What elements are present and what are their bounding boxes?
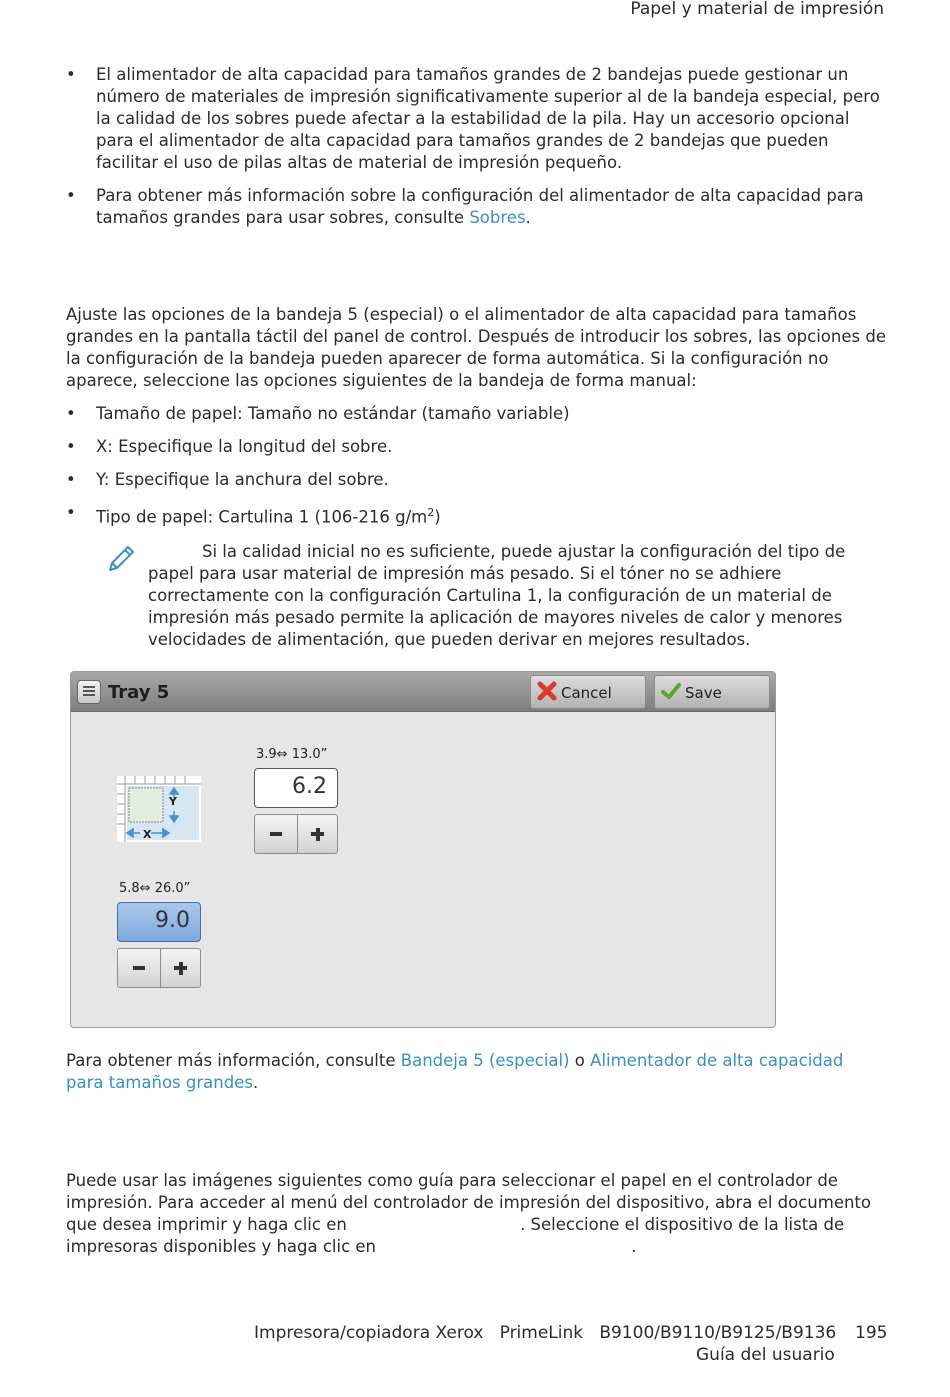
list-item: [66, 185, 886, 229]
y-value-field[interactable]: 6.2: [254, 768, 338, 808]
page-number: 195: [855, 1323, 888, 1343]
text: .: [631, 1237, 637, 1256]
superscript: 2: [427, 506, 435, 519]
list-item: [66, 502, 886, 529]
title-bar: [71, 672, 775, 712]
save-label: Save: [685, 684, 722, 702]
footer-product: Impresora/copiadora Xerox PrimeLink B9100/B9110/B9125/B9136: [254, 1323, 837, 1343]
list-item: • Tamaño de papel: Tamaño no estándar (tamaño variable): [66, 403, 886, 425]
tray-icon: [77, 680, 101, 704]
list-item: • El alimentador de alta capacidad para tamaños grandes de 2 bandejas puede gestionar un número de materiales de impresión significativamente superior al de la bandeja especial, pero la calidad de los sobres puede afectar a la estabilidad de la pila. Hay un accesorio opcional para el alimentador de alta capacidad para tamaños grandes de 2 bandejas que pueden facilitar el uso de pilas altas de material de impresión pequeño.: [66, 64, 886, 174]
x-axis-label: X: [143, 828, 152, 841]
y-minus-button[interactable]: [255, 815, 298, 853]
envelope-size-diagram-icon: [117, 776, 201, 842]
list-item-end: ): [434, 507, 441, 527]
link-alimentador[interactable]: Alimentador de alta capacidad para tamaños grandes: [66, 1051, 844, 1092]
save-button[interactable]: [654, 675, 770, 709]
bullet-list-settings: [66, 403, 886, 540]
list-item: • Y: Especifique la anchura del sobre.: [66, 469, 886, 491]
checkmark-icon: [661, 681, 681, 701]
text: .: [252, 1073, 259, 1092]
list-item-text: Para obtener más información sobre la configuración del alimentador de alta capacidad para tamaños grandes para usar sobres, consulte: [96, 186, 864, 227]
y-range-label: 3.9⇔ 13.0”: [256, 747, 328, 762]
text: . Seleccione el dispositivo de la lista de impresoras disponibles y haga clic en: [66, 1215, 845, 1256]
y-stepper: [254, 814, 338, 854]
note-text: Si la calidad inicial no es suficiente, puede ajustar la configuración del tipo de papel para usar material de impresión más pesado. Si el tóner no se adhiere correctamente con la configuración Cartulina 1, la configuración de un material de impresión más pesado permite la aplicación de mayores niveles de calor y menores velocidades de alimentación, que pueden derivar en mejores resultados.: [148, 542, 846, 649]
pencil-icon: [106, 542, 138, 574]
list-item-text: Tipo de papel: Cartulina 1 (106-216 g/m: [96, 507, 428, 527]
cancel-button[interactable]: [530, 675, 646, 709]
list-item-end: .: [525, 208, 531, 227]
text: o: [569, 1051, 591, 1070]
x-plus-button[interactable]: [160, 949, 202, 987]
text: Para obtener más información, consulte: [66, 1051, 401, 1070]
list-item: • X: Especifique la longitud del sobre.: [66, 436, 886, 458]
y-axis-label: Y: [169, 795, 177, 808]
tray-5-screen: [70, 671, 776, 1028]
paragraph-tray-settings: Ajuste las opciones de la bandeja 5 (especial) o el alimentador de alta capacidad para tamaños grandes en la pantalla táctil del panel de control. Después de introducir los sobres, las opciones de la configuración de la bandeja pueden aparecer de forma automática. Si la configuración no aparece, seleccione las opciones siguientes de la bandeja de forma manual:: [66, 305, 886, 390]
paragraph-more-info: [66, 1050, 886, 1094]
y-plus-button[interactable]: [297, 815, 339, 853]
x-range-label: 5.8⇔ 26.0”: [119, 881, 191, 896]
tray-title: Tray 5: [108, 682, 170, 703]
cancel-x-icon: [537, 681, 557, 701]
running-header: Papel y material de impresión: [630, 0, 884, 19]
text: Puede usar las imágenes siguientes como guía para seleccionar el papel en el controlador de impresión. Para acceder al menú del controlador de impresión del dispositivo, abra el documento que desea imprimir y haga clic en: [66, 1171, 871, 1234]
link-sobres[interactable]: Sobres: [469, 208, 526, 227]
paragraph-print-driver: [66, 1170, 886, 1258]
x-minus-button[interactable]: [118, 949, 161, 987]
footer-guide: Guía del usuario: [696, 1345, 835, 1365]
x-stepper: [117, 948, 201, 988]
bullet-list-top: [66, 64, 886, 240]
link-bandeja-5[interactable]: Bandeja 5 (especial): [400, 1051, 570, 1070]
cancel-label: Cancel: [561, 684, 612, 702]
x-value-field[interactable]: 9.0: [117, 902, 201, 942]
